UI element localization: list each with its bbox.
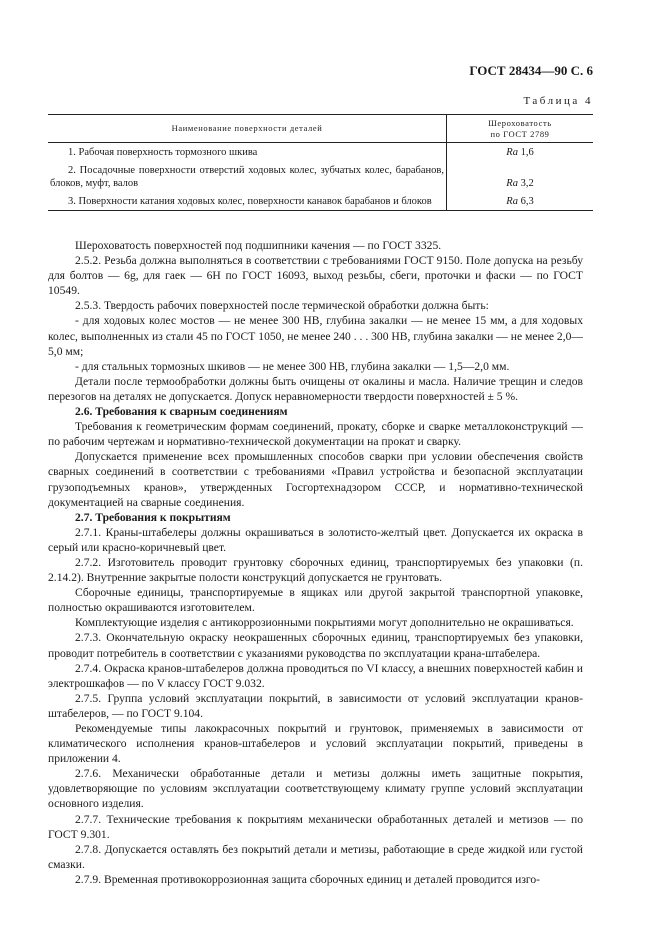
- table-row: [48, 161, 593, 192]
- page-header: ГОСТ 28434—90 С. 6: [469, 63, 593, 78]
- paragraph: Сборочные единицы, транспортируемые в ящиках или другой закрытой транспортной упаковке, полностью окрашиваются изготовителем.: [48, 586, 583, 615]
- table-cell-surface: [48, 161, 447, 192]
- paragraph: 2.7.2. Изготовитель проводит грунтовку сборочных единиц, транспортируемых без упаковки (п. 2.14.2). Внутренние закрытые полости конструкций допускается не грунтовать.: [48, 555, 583, 585]
- ra-symbol: Ra: [506, 196, 518, 207]
- paragraph: Требования к геометрическим формам соединений, прокату, сборке и сварке металлоконструкций — по рабочим чертежам и нормативно-технической документации на прокат и сварку.: [48, 420, 583, 449]
- ra-symbol: Ra: [506, 178, 518, 189]
- list-item: - для стальных тормозных шкивов — не менее 300 НВ, глубина закалки — 1,5—2,0 мм.: [75, 359, 510, 373]
- paragraph: Детали после термообработки должны быть очищены от окалины и масла. Наличие трещин и следов перезогов на деталях не допускается. Допуск неравномерности твердости поверхностей ± 5 %.: [48, 374, 583, 403]
- table-cell-roughness: [447, 161, 594, 192]
- section-heading: 2.7. Требования к покрытиям: [75, 510, 231, 524]
- column-header-roughness-line1: Шероховатость: [488, 117, 552, 128]
- section-heading: 2.6. Требования к сварным соединениям: [75, 405, 288, 419]
- list-item: - для ходовых колес мостов — не менее 300 НВ, глубина закалки — не менее 15 мм, а для ходовых колес, выполненных из стали 45 по ГОСТ 1050, не менее 240 . . . 300 НВ, глубина закалки — не менее 2,0—5,0 мм;: [48, 314, 583, 358]
- column-header-roughness-line2: по ГОСТ 2789: [490, 128, 550, 139]
- ra-value: 3,2: [520, 178, 534, 189]
- body-text: [48, 238, 583, 887]
- table-cell-roughness: [447, 192, 594, 211]
- surface-text: 1. Рабочая поверхность тормозного шкива: [68, 147, 258, 158]
- table-cell-surface: [48, 192, 447, 211]
- paragraph: 2.7.5. Группа условий эксплуатации покрытий, в зависимости от условий эксплуатации кранов-штабелеров, — по ГОСТ 9.104.: [48, 691, 583, 720]
- paragraph: 2.7.3. Окончательную окраску неокрашенных сборочных единиц, транспортируемых без упаковки, проводит потребитель в соответствии с указаниями руководства по эксплуатации крана-штабелера.: [48, 631, 583, 660]
- ra-value: 1,6: [520, 147, 534, 158]
- paragraph: 2.7.6. Механически обработанные детали и метизы должны иметь защитные покрытия, удовлетворяющие по условиям эксплуатации соответствующему климату группе условий эксплуатации основного изделия.: [48, 767, 583, 811]
- paragraph: 2.7.4. Окраска кранов-штабелеров должна проводиться по VI классу, а внешних поверхностей кабин и электрошкафов — по V классу ГОСТ 9.032.: [48, 661, 583, 690]
- paragraph: 2.7.8. Допускается оставлять без покрытий детали и метизы, работающие в среде жидкой или густой смазки.: [48, 842, 583, 871]
- paragraph: 2.7.1. Краны-штабелеры должны окрашиваться в золотисто-желтый цвет. Допускается их окраска в серый или красно-коричневый цвет.: [48, 525, 583, 554]
- paragraph: 2.5.3. Твердость рабочих поверхностей после термической обработки должна быть:: [75, 299, 489, 313]
- paragraph: 2.7.9. Временная противокоррозионная защита сборочных единиц и деталей проводится изго-: [75, 872, 541, 886]
- table-cell-roughness: [447, 143, 594, 162]
- roughness-table: [48, 114, 593, 211]
- ra-value: 6,3: [520, 196, 534, 207]
- paragraph: 2.7.7. Технические требования к покрытиям механически обработанных деталей и метизов — по ГОСТ 9.301.: [48, 812, 583, 841]
- column-header-roughness: [447, 115, 594, 143]
- paragraph: Допускается применение всех промышленных способов сварки при условии обеспечения свойств сварных соединений в соответствии с требованиями «Правил устройства и безопасной эксплуатации грузоподъемных кранов», утвержденных Госгортехнадзором СССР, и нормативно-технической документацией на сварные соединения.: [48, 450, 583, 509]
- table-row: [48, 143, 593, 162]
- paragraph: Рекомендуемые типы лакокрасочных покрытий и грунтовок, применяемых в зависимости от климатического исполнения кранов-штабелеров и условий эксплуатации покрытий, приведены в приложении 4.: [48, 722, 583, 766]
- paragraph: Комплектующие изделия с антикоррозионными покрытиями могут дополнительно не окрашиваться.: [75, 616, 574, 630]
- column-header-surface: Наименование поверхности деталей: [48, 115, 447, 143]
- paragraph: Шероховатость поверхностей под подшипники качения — по ГОСТ 3325.: [75, 239, 442, 252]
- table-caption: Таблица 4: [523, 95, 593, 107]
- ra-symbol: Ra: [506, 147, 518, 158]
- paragraph: 2.5.2. Резьба должна выполняться в соответствии с требованиями ГОСТ 9150. Поле допуска на резьбу для болтов — 6g, для гаек — 6Н по ГОСТ 16093, выход резьбы, сбеги, проточки и фаски — по ГОСТ 10549.: [48, 254, 583, 298]
- table-header-row: [48, 115, 593, 143]
- table-cell-surface: [48, 143, 447, 162]
- surface-text: 3. Поверхности катания ходовых колес, поверхности канавок барабанов и блоков: [68, 196, 432, 207]
- surface-text: 2. Посадочные поверхности отверстий ходовых колес, зубчатых колес, барабанов, блоков, муфт, валов: [50, 165, 444, 189]
- table-row: [48, 192, 593, 211]
